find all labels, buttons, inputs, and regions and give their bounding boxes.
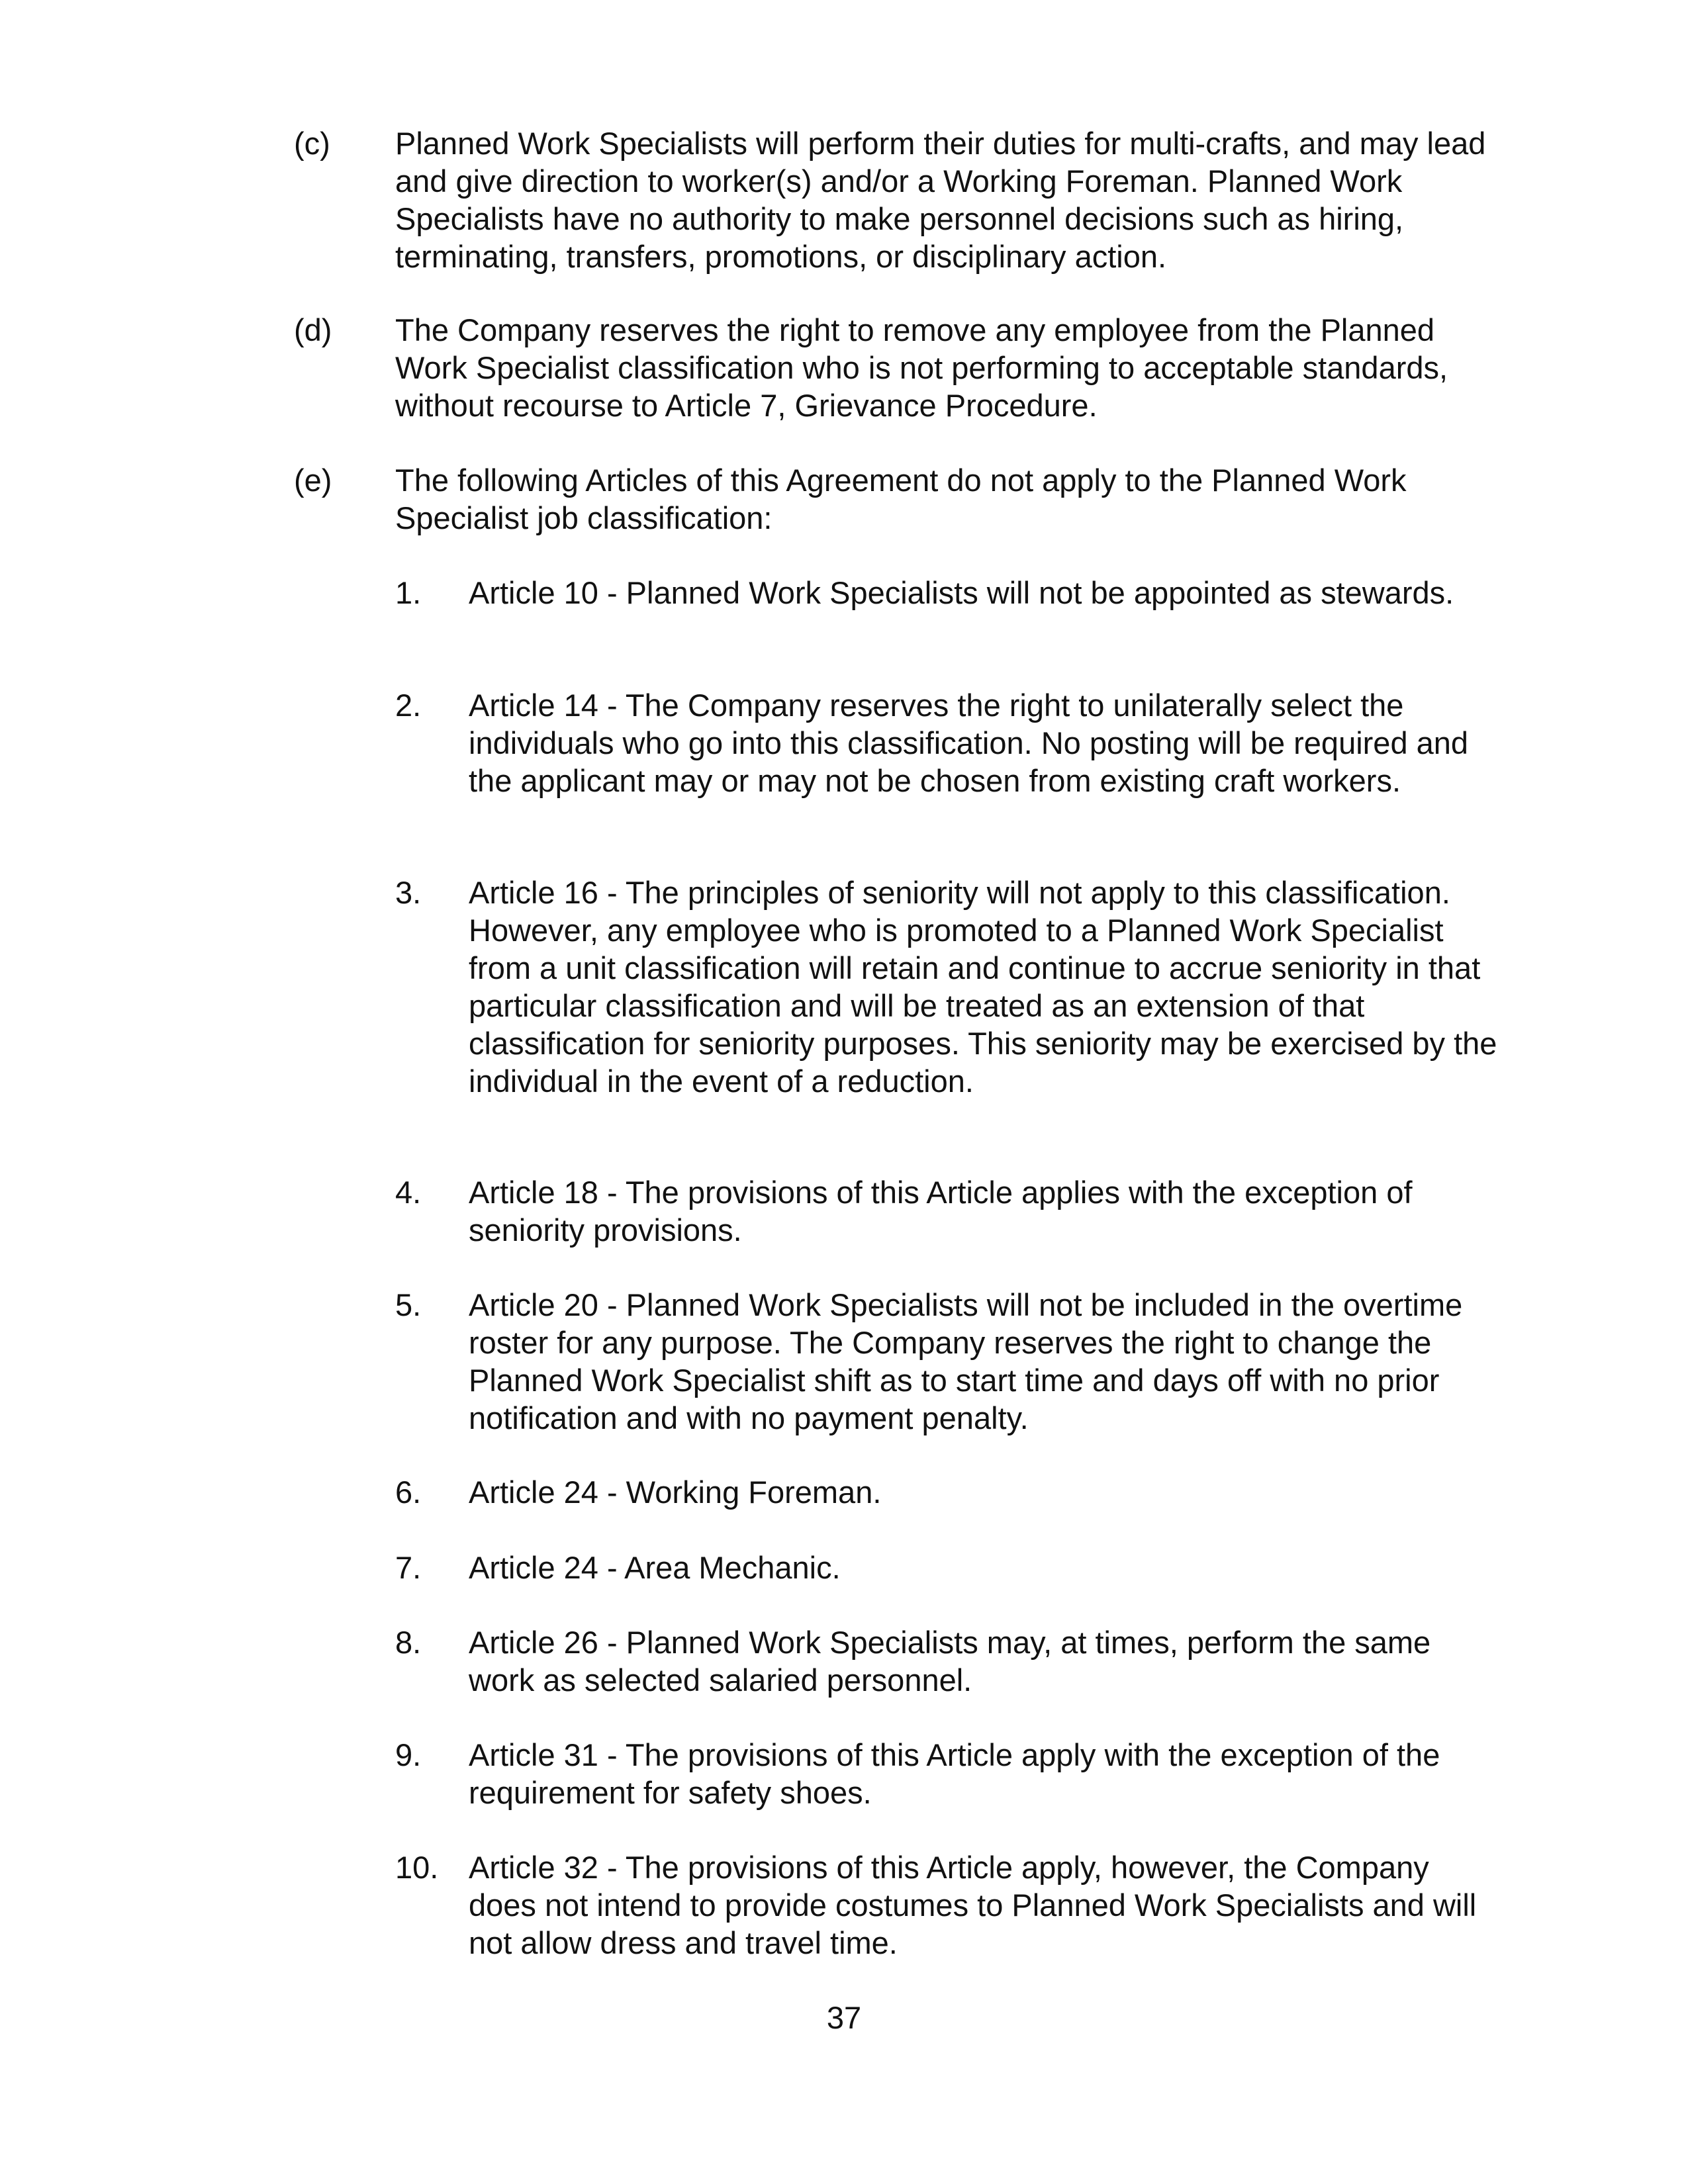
- list-item-text: Article 14 - The Company reserves the right to unilaterally select the individuals who go into this classification. No posting will be required and the applicant may or may not be chosen from existing craft workers.: [469, 688, 1469, 798]
- list-item-number: 4.: [395, 1175, 422, 1210]
- list-item-number: 6.: [395, 1475, 422, 1510]
- list-item-number: 7.: [395, 1550, 422, 1585]
- page-number: 37: [826, 2000, 862, 2035]
- list-item-number: 3.: [395, 875, 422, 910]
- list-item-number: 8.: [395, 1625, 422, 1660]
- list-item-text: Article 10 - Planned Work Specialists will not be appointed as stewards.: [469, 575, 1454, 610]
- list-item-number: 2.: [395, 688, 422, 723]
- list-item-text: Article 20 - Planned Work Specialists will not be included in the overtime roster for any purpose. The Company reserves the right to change the Planned Work Specialist shift as to start time and days off with no prior notification and with no payment penalty.: [469, 1287, 1463, 1435]
- list-item-number: 10.: [395, 1850, 439, 1885]
- list-item-number: 1.: [395, 575, 422, 610]
- list-item-text: Article 24 - Working Foreman.: [469, 1475, 882, 1510]
- paragraph-text: Planned Work Specialists will perform their duties for multi-crafts, and may lead and give direction to worker(s) and/or a Working Foreman. Planned Work Specialists have no authority to make personnel decisions such as hiring, terminating, transfers, promotions, or disciplinary action.: [395, 126, 1486, 274]
- paragraph-marker: (e): [294, 463, 332, 498]
- list-item-text: Article 24 - Area Mechanic.: [469, 1550, 841, 1585]
- list-item-number: 5.: [395, 1287, 422, 1322]
- paragraph-marker: (c): [294, 126, 330, 161]
- paragraph-text: The following Articles of this Agreement do not apply to the Planned Work Specialist job classification:: [395, 463, 1407, 535]
- list-item-text: Article 26 - Planned Work Specialists may, at times, perform the same work as selected salaried personnel.: [469, 1625, 1431, 1698]
- list-item-text: Article 32 - The provisions of this Article apply, however, the Company does not intend to provide costumes to Planned Work Specialists and will not allow dress and travel time.: [469, 1850, 1477, 1960]
- list-item-text: Article 16 - The principles of seniority will not apply to this classification. However, any employee who is promoted to a Planned Work Specialist from a unit classification will retain and continue to accrue seniority in that particular classification and will be treated as an extension of that classification for seniority purposes. This seniority may be exercised by the individual in the event of a reduction.: [469, 875, 1497, 1099]
- list-item-number: 9.: [395, 1737, 422, 1772]
- paragraph-marker: (d): [294, 312, 332, 347]
- list-item-text: Article 18 - The provisions of this Article applies with the exception of seniority provisions.: [469, 1175, 1413, 1248]
- list-item-text: Article 31 - The provisions of this Article apply with the exception of the requirement for safety shoes.: [469, 1737, 1440, 1810]
- paragraph-text: The Company reserves the right to remove any employee from the Planned Work Specialist classification who is not performing to acceptable standards, without recourse to Article 7, Grievance Procedure.: [395, 312, 1448, 423]
